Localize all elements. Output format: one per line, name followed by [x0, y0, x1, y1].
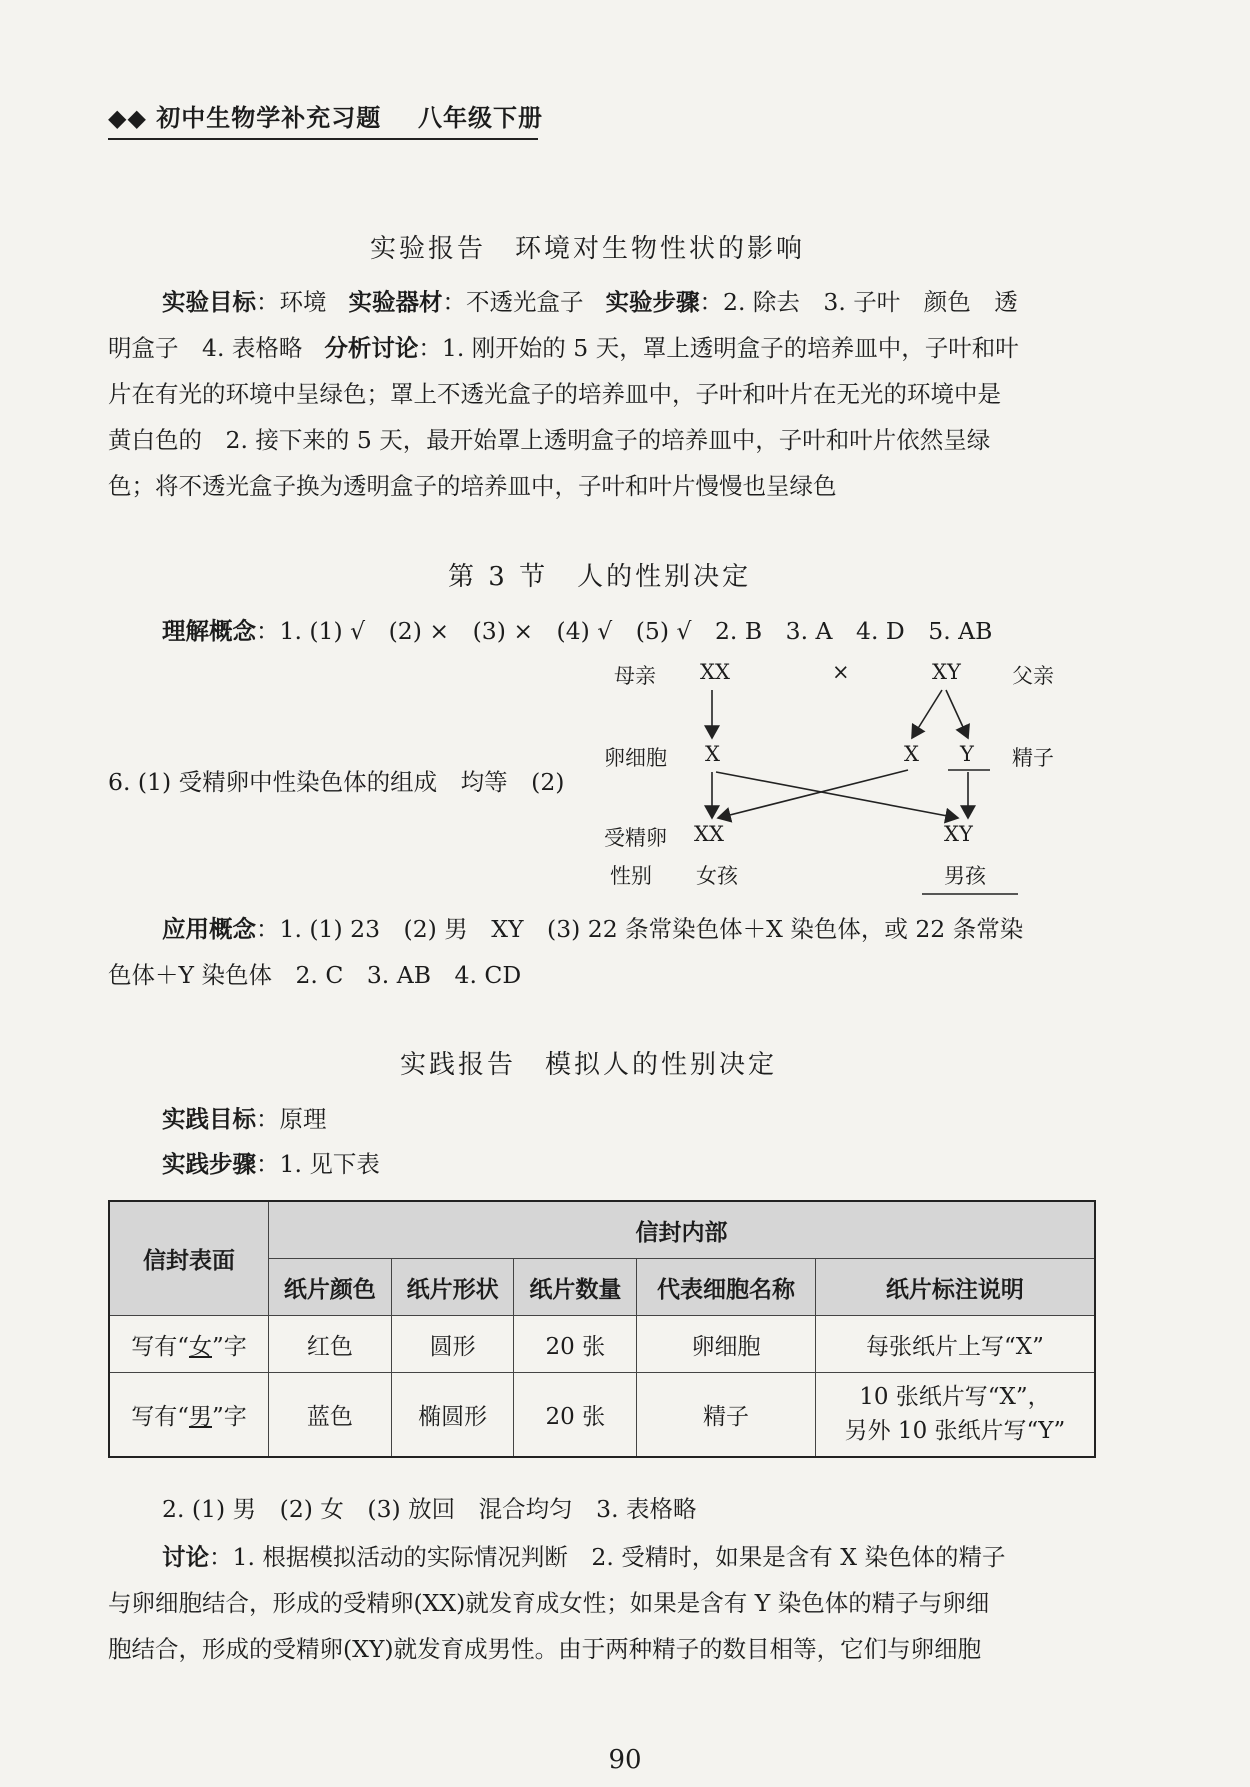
diagram-zygote-label: 受精卵: [604, 826, 667, 850]
s2-apply-line-1: 应用概念：1. (1) 23 (2) 男 XY (3) 22 条常染色体＋X 染色体，或 22 条常染: [162, 915, 1024, 943]
th-col-cell: 代表细胞名称: [637, 1259, 816, 1316]
diagram-egg-label: 卵细胞: [604, 746, 667, 770]
table-row: [109, 1373, 1095, 1457]
diagram-egg: X: [705, 742, 720, 766]
cell-note: 每张纸片上写“X”: [815, 1316, 1095, 1373]
header-diamond-icon: ◆◆: [108, 104, 147, 132]
table-row: [109, 1316, 1095, 1373]
cell-color: 蓝色: [269, 1373, 392, 1457]
s3-steps: 实践步骤：1. 见下表: [162, 1150, 380, 1178]
arrow-father-to-x: [912, 690, 942, 738]
s1-line-3: 片在有光的环境中呈绿色；罩上不透光盒子的培养皿中，子叶和叶片在无光的环境中是: [108, 380, 1001, 408]
cell-cell-name: 精子: [637, 1373, 816, 1457]
s1-line-4: 黄白色的 2. 接下来的 5 天，最开始罩上透明盒子的培养皿中，子叶和叶片依然呈绿: [108, 426, 991, 454]
diagram-sperm-y: Y: [960, 742, 974, 766]
s3-line-2: 2. (1) 男 (2) 女 (3) 放回 混合均匀 3. 表格略: [162, 1495, 697, 1523]
section-title-experiment: 实验报告 环境对生物性状的影响: [370, 234, 806, 264]
s3-discuss-line-2: 与卵细胞结合，形成的受精卵(XX)就发育成女性；如果是含有 Y 染色体的精子与卵细: [108, 1589, 990, 1617]
header-grade: 八年级下册: [418, 104, 543, 132]
cell-surface: 写有“男”字: [109, 1373, 269, 1457]
cell-color: 红色: [269, 1316, 392, 1373]
cell-note: 10 张纸片写“X”， 另外 10 张纸片写“Y”: [815, 1373, 1095, 1457]
cell-shape: 椭圆形: [391, 1373, 514, 1457]
arrow-father-to-y: [946, 690, 968, 738]
th-col-note: 纸片标注说明: [815, 1259, 1095, 1316]
cell-surface: 写有“女”字: [109, 1316, 269, 1373]
diagram-zygote-male: XY: [944, 822, 973, 846]
section-title-sex-determination: 第 3 节 人的性别决定: [448, 562, 752, 592]
s3-discuss-line-3: 胞结合，形成的受精卵(XY)就发育成男性。由于两种精子的数目相等，它们与卵细胞: [108, 1635, 982, 1663]
diagram-mother-genotype: XX: [700, 660, 730, 684]
diagram-mother-label: 母亲: [614, 664, 656, 688]
cell-count: 20 张: [514, 1373, 637, 1457]
diagram-female: 女孩: [696, 864, 738, 888]
diagram-father-genotype: XY: [932, 660, 961, 684]
table-header-row: [109, 1201, 1095, 1259]
s2-apply-line-2: 色体＋Y 染色体 2. C 3. AB 4. CD: [108, 961, 522, 989]
diagram-cross-symbol: ×: [832, 660, 850, 684]
section-title-practice: 实践报告 模拟人的性别决定: [400, 1050, 778, 1080]
s3-goal: 实践目标：原理: [162, 1105, 327, 1133]
s1-line-1: 实验目标：环境 实验器材：不透光盒子 实验步骤：2. 除去 3. 子叶 颜色 透: [162, 288, 1018, 316]
cell-shape: 圆形: [391, 1316, 514, 1373]
s1-line-5: 色；将不透光盒子换为透明盒子的培养皿中，子叶和叶片慢慢也呈绿色: [108, 472, 837, 500]
diagram-father-label: 父亲: [1012, 664, 1054, 688]
th-col-color: 纸片颜色: [269, 1259, 392, 1316]
cell-count: 20 张: [514, 1316, 637, 1373]
diagram-zygote-female: XX: [694, 822, 724, 846]
s2-q6: 6. (1) 受精卵中性染色体的组成 均等 (2): [108, 768, 565, 796]
s2-understand: 理解概念：1. (1) √ (2) × (3) × (4) √ (5) √ 2. B 3. A 4. D 5. AB: [162, 617, 993, 645]
s1-line-2: 明盒子 4. 表格略 分析讨论：1. 刚开始的 5 天，罩上透明盒子的培养皿中，子叶和叶: [108, 334, 1019, 362]
diagram-sperm-label: 精子: [1012, 746, 1054, 770]
envelope-table: [108, 1200, 1096, 1458]
s3-discuss-line-1: 讨论：1. 根据模拟活动的实际情况判断 2. 受精时，如果是含有 X 染色体的精子: [162, 1543, 1006, 1571]
cell-cell-name: 卵细胞: [637, 1316, 816, 1373]
diagram-male: 男孩: [944, 864, 986, 888]
page-number: 90: [608, 1745, 642, 1775]
th-surface: 信封表面: [109, 1201, 269, 1316]
th-col-shape: 纸片形状: [391, 1259, 514, 1316]
th-col-count: 纸片数量: [514, 1259, 637, 1316]
diagram-sex-label: 性别: [610, 864, 652, 888]
diagram-sperm-x: X: [904, 742, 919, 766]
th-inside: 信封内部: [269, 1201, 1096, 1259]
header-title: 初中生物学补充习题: [156, 104, 382, 132]
arrow-egg-to-male: [716, 772, 958, 818]
